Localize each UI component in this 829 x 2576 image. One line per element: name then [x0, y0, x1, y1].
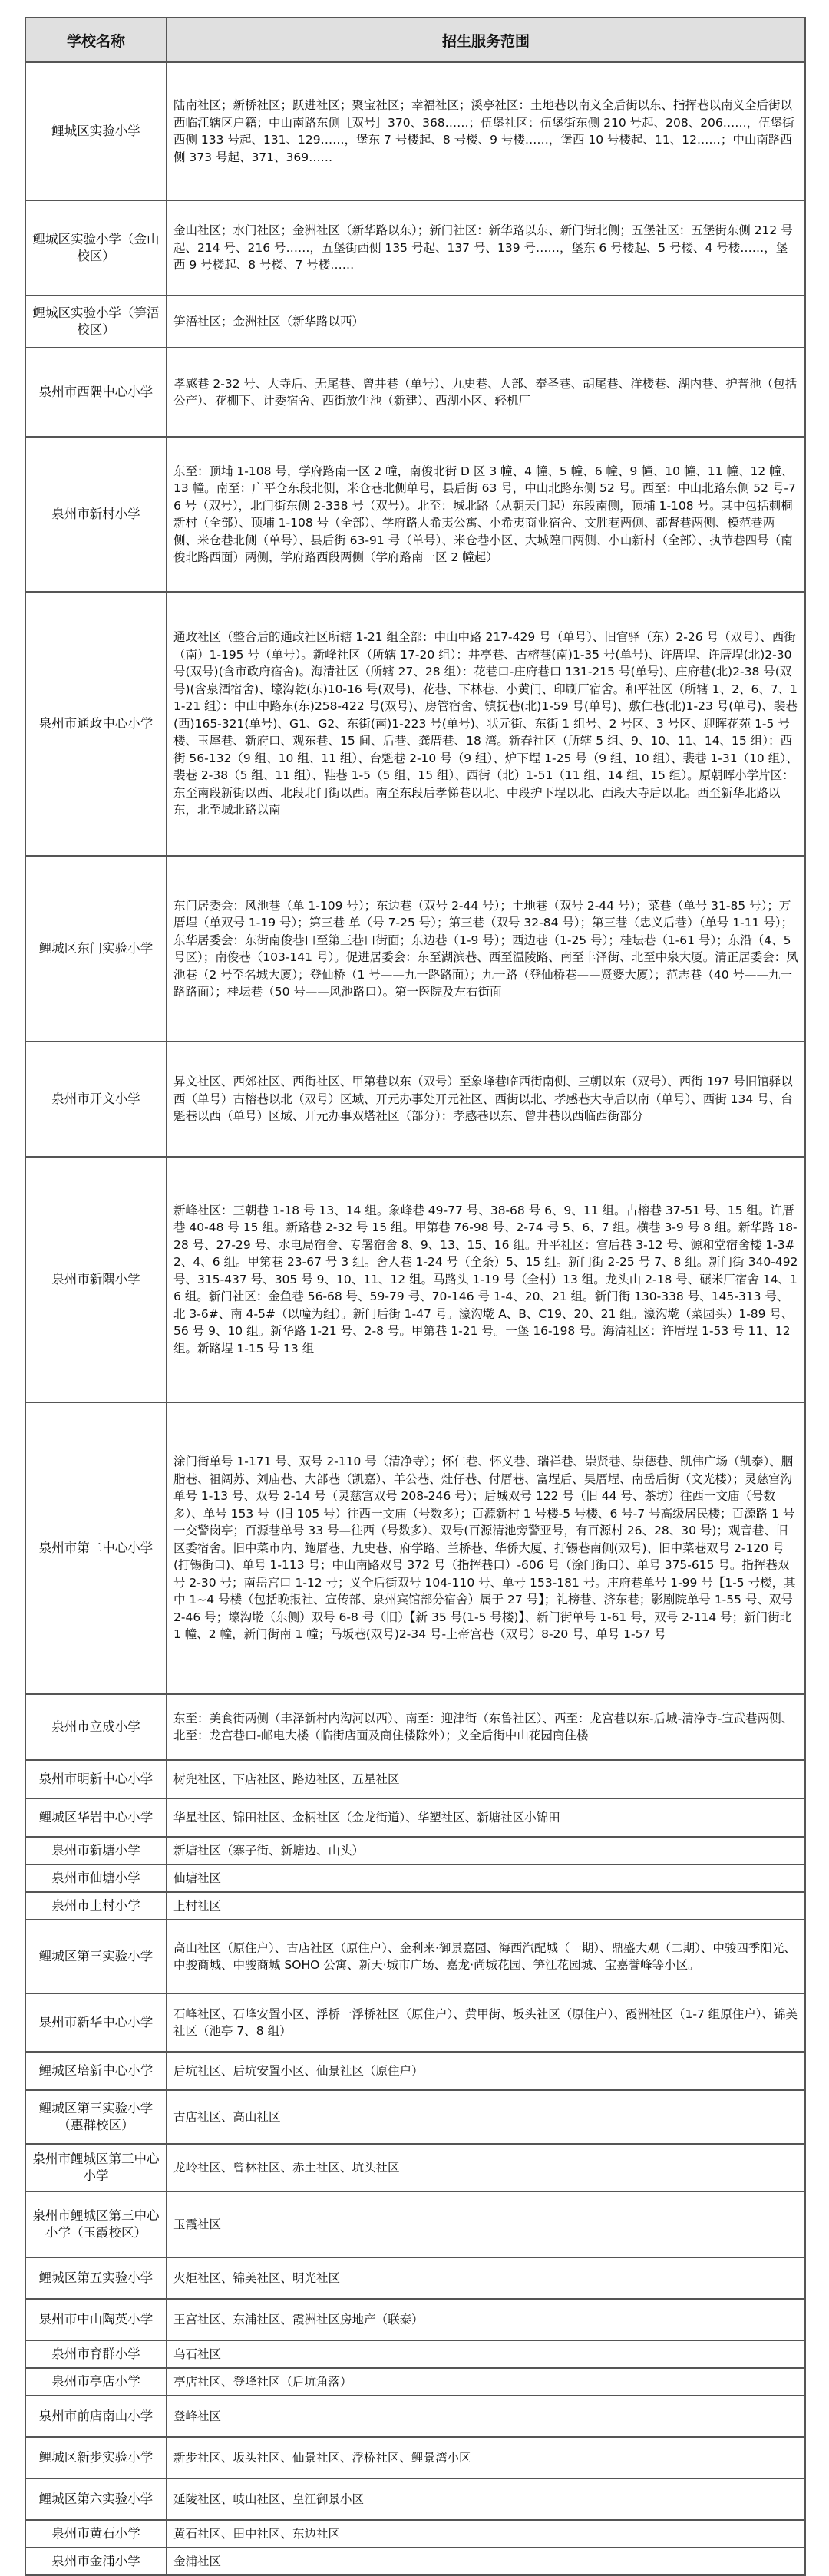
school-name-cell: 鲤城区培新中心小学 — [25, 2052, 167, 2090]
service-range-cell: 延陵社区、岐山社区、皇江御景小区 — [167, 2479, 805, 2520]
school-name-cell: 泉州市育群小学 — [25, 2340, 167, 2368]
school-name-cell: 鲤城区实验小学（笋浯校区） — [25, 296, 167, 348]
school-name-cell: 泉州市鲤城区第三中心小学 — [25, 2144, 167, 2191]
school-name-cell: 鲤城区实验小学 — [25, 62, 167, 200]
school-name-cell: 泉州市新隅小学 — [25, 1157, 167, 1402]
service-range-cell: 东至：顶埔 1-108 号，学府路南一区 2 幢，南俊北街 D 区 3 幢、4 幢、5 幢、6 幢、9 幢、10 幢、11 幢、12 幢、13 幢。南至：广平仓东段北侧，米仓巷北侧单号，县后街 63 号，中山北路东侧 52 号。西至：中山北路东侧 52 号-76 号（双号），北门街东侧 2-338 号（双号）。北至：城北路（从朝天门起）东段南侧，顶埔 1-108 号。其中包括刺桐新村（全部）、顶埔 1-108 号（全部）、学府路大希夷公寓、小希夷商业宿舍、文胜巷两侧、都督巷两侧、模范巷两侧、米仓巷北侧（单号）、县后街 63-91 号（单号）、米仓巷小区、大城隍口两侧、小山新村（全部）、执节巷四号（南俊北路西面）两侧，学府路西段两侧（学府路南一区 2 幢起） — [167, 437, 805, 592]
service-range-cell: 玉霞社区 — [167, 2191, 805, 2257]
table-row — [25, 348, 805, 437]
table-row — [25, 1798, 805, 1837]
service-range-cell: 仙塘社区 — [167, 1864, 805, 1892]
service-range-cell: 后坑社区、后坑安置小区、仙景社区（原住户） — [167, 2052, 805, 2090]
service-range-cell: 笋浯社区；金洲社区（新华路以西） — [167, 296, 805, 348]
school-name-cell: 泉州市亭店小学 — [25, 2368, 167, 2396]
service-range-cell: 金浦社区 — [167, 2548, 805, 2575]
table-row — [25, 2257, 805, 2299]
table-row — [25, 856, 805, 1042]
school-name-cell: 鲤城区第三实验小学（惠群校区） — [25, 2090, 167, 2144]
service-range-cell: 昇文社区、西郊社区、西街社区、甲第巷以东（双号）至象峰巷临西街南侧、三朝以东（双号）、西街 197 号旧馆驿以西（单号）古榕巷以北（双号）区域、开元办事处开元社区、西街以北、孝感巷大寺后以南（单号）、西街 134 号、台魁巷以西（单号）区域、开元办事双塔社区（部分）：孝感巷以东、曾井巷以西临西街部分 — [167, 1042, 805, 1157]
table-row — [25, 1892, 805, 1920]
service-range-cell: 黄石社区、田中社区、东边社区 — [167, 2520, 805, 2548]
table-row — [25, 2479, 805, 2520]
service-range-cell: 亭店社区、登峰社区（后坑角落） — [167, 2368, 805, 2396]
table-row — [25, 1837, 805, 1864]
service-range-cell: 高山社区（原住户）、古店社区（原住户）、金利来·御景嘉园、海西汽配城（一期）、鼎盛大观（二期）、中骏四季阳光、中骏商城、中骏商城 SOHO 公寓、新天·城市广场、嘉龙·尚城花园、笋江花园城、宝嘉誉峰等小区。 — [167, 1920, 805, 1993]
school-name-cell: 鲤城区华岩中心小学 — [25, 1798, 167, 1837]
service-range-cell: 树兜社区、下店社区、路边社区、五星社区 — [167, 1760, 805, 1798]
school-name-cell: 鲤城区东门实验小学 — [25, 856, 167, 1042]
service-range-cell: 孝感巷 2-32 号、大寺后、无尾巷、曾井巷（单号）、九史巷、大部、奉圣巷、胡尾巷、洋楼巷、湖内巷、护普池（包括公产）、花棚下、计委宿舍、西街放生池（新建）、西湖小区、轻机厂 — [167, 348, 805, 437]
service-range-cell: 龙岭社区、曾林社区、赤土社区、坑头社区 — [167, 2144, 805, 2191]
school-name-cell: 泉州市立成小学 — [25, 1694, 167, 1760]
service-range-cell: 新峰社区：三朝巷 1-18 号 13、14 组。象峰巷 49-77 号、38-68 号 6、9、11 组。古榕巷 37-51 号、15 组。许厝巷 40-48 号 15 组。新路巷 2-32 号 15 组。甲第巷 76-98 号、2-74 号 5、6、7 组。横巷 3-9 号 8 组。新华路 18-28 号、27-29 号、水电局宿舍、专署宿舍 8、9、13、15、16 组。升平社区：宫后巷 3-12 号、源和堂宿舍楼 1-3#2、4、6 组。甲第巷 23-67 号 3 组。舍人巷 1-24 号（全条）5、15 组。新门街 2-25 号 7、8 组。新门街 340-492 号、315-437 号、305 号 9、10、11、12 组。马路头 1-19 号（全村）13 组。龙头山 2-18 号、碾米厂宿舍 14、16 组。新门社区：金鱼巷 56-68 号、59-79 号、70-146 号 1-4、20、21 组。新门街 130-338 号、145-313 号、北 3-6#、南 4-5#（以幢为组）。新门后街 1-47 号。濠沟墘 A、B、C19、20、21 组。濠沟墘（菜园头）1-89 号、56 号 9、10 组。新华路 1-21 号、2-8 号。甲第巷 1-21 号。一堡 16-198 号。海清社区：许厝埕 1-53 号 11、12 组。新路埕 1-15 号 13 组 — [167, 1157, 805, 1402]
school-name-cell: 鲤城区第三实验小学 — [25, 1920, 167, 1993]
table-header-row — [25, 18, 805, 62]
table-row — [25, 2299, 805, 2340]
school-name-cell: 泉州市前店南山小学 — [25, 2396, 167, 2437]
table-row — [25, 2144, 805, 2191]
table-row — [25, 1993, 805, 2052]
table-row — [25, 1864, 805, 1892]
table-row — [25, 1920, 805, 1993]
service-range-cell: 东至：美食街两侧（丰泽新村内沟河以西）、南至：迎津街（东鲁社区）、西至：龙宫巷以东-后城-清净寺-宣武巷两侧、北至：龙宫巷口-邮电大楼（临街店面及商住楼除外）；义全后街中山花园商住楼 — [167, 1694, 805, 1760]
school-name-cell: 泉州市西隅中心小学 — [25, 348, 167, 437]
school-name-cell: 泉州市开文小学 — [25, 1042, 167, 1157]
table-row — [25, 1760, 805, 1798]
table-row — [25, 592, 805, 856]
service-range-cell: 新步社区、坂头社区、仙景社区、浮桥社区、鲤景湾小区 — [167, 2437, 805, 2479]
table-row — [25, 2191, 805, 2257]
table-row — [25, 1402, 805, 1694]
table-row — [25, 1042, 805, 1157]
service-range-cell: 陆南社区；新桥社区；跃进社区；聚宝社区；幸福社区；溪亭社区：土地巷以南义全后街以东、指挥巷以南义全后街以西临江辖区户籍；中山南路东侧［双号］370、368……；伍堡社区：伍堡街东侧 210 号起、208、206……，伍堡街西侧 133 号起、131、129……，堡东 7 号楼起、8 号楼、9 号楼……，堡西 10 号楼起、11、12……；中山南路西侧 373 号起、371、369…… — [167, 62, 805, 200]
service-range-cell: 上村社区 — [167, 1892, 805, 1920]
table-row — [25, 2340, 805, 2368]
service-range-cell: 古店社区、高山社区 — [167, 2090, 805, 2144]
school-name-cell: 鲤城区实验小学（金山校区） — [25, 200, 167, 296]
enrollment-table — [25, 17, 806, 2576]
service-range-cell: 乌石社区 — [167, 2340, 805, 2368]
service-range-cell: 东门居委会：风池巷（单 1-109 号）；东边巷（双号 2-44 号）；土地巷（双号 2-44 号）；菜巷（单号 31-85 号）；万厝埕（单双号 1-19 号）；第三巷 单（号 7-25 号）；第三巷（双号 32-84 号）；第三巷（忠义后巷）（单号 1-11 号）；东华居委会：东街南俊巷口至第三巷口街面；东边巷（1-9 号）；西边巷（1-25 号）；桂坛巷（1-61 号）；东沿（4、5 号区）；南俊巷（103-141 号）。促进居委会：东至湖滨巷、西至温陵路、南至丰泽街、北至中泉大厦。清正居委会：凤池巷（2 号至名城大厦）；登仙桥（1 号——九一路路面）；九一路（登仙桥巷——贤婆大厦）；范志巷（40 号——九一路路面）；桂坛巷（50 号——风池路口）。第一医院及左右街面 — [167, 856, 805, 1042]
table-row — [25, 1694, 805, 1760]
school-name-cell: 鲤城区第六实验小学 — [25, 2479, 167, 2520]
school-name-cell: 泉州市上村小学 — [25, 1892, 167, 1920]
table-row — [25, 200, 805, 296]
table-row — [25, 2396, 805, 2437]
table-row — [25, 2437, 805, 2479]
school-name-header: 学校名称 — [25, 18, 167, 62]
school-name-cell: 泉州市新塘小学 — [25, 1837, 167, 1864]
table-row — [25, 2052, 805, 2090]
service-range-cell: 登峰社区 — [167, 2396, 805, 2437]
school-name-cell: 泉州市明新中心小学 — [25, 1760, 167, 1798]
table-row — [25, 2548, 805, 2575]
service-range-header: 招生服务范围 — [167, 18, 805, 62]
service-range-cell: 石峰社区、石峰安置小区、浮桥一浮桥社区（原住户）、黄甲街、坂头社区（原住户）、霞洲社区（1-7 组原住户）、锦美社区（池亭 7、8 组） — [167, 1993, 805, 2052]
school-name-cell: 鲤城区新步实验小学 — [25, 2437, 167, 2479]
school-name-cell: 泉州市仙塘小学 — [25, 1864, 167, 1892]
table-row — [25, 2368, 805, 2396]
table-row — [25, 437, 805, 592]
school-name-cell: 泉州市新村小学 — [25, 437, 167, 592]
service-range-cell: 通政社区（整合后的通政社区所辖 1-21 组全部：中山中路 217-429 号（单号）、旧官驿（东）2-26 号（双号）、西街（南）1-195 号（单号）。新峰社区（所辖 17-20 组）：井亭巷、古榕巷(南)1-35 号(单号)、许厝埕、许厝埕(北)2-30 号(双号)(含市政府宿舍)。海清社区（所辖 27、28 组）：花巷口-庄府巷口 131-215 号(单号)、庄府巷(北)2-38 号(双号)(含泉酒宿舍)、壕沟乾(东)10-16 号(双号)、花巷、下林巷、小黄门、印刷厂宿舍。和平社区（所辖 1、2、6、7、11-21 组）：中山中路东(东)258-422 号(双号)、房管宿舍、镇抚巷(北)1-59 号(单号)、敷仁巷(北)1-23 号(单号)、裴巷(西)165-321(单号)、G1、G2、东街(南)1-223 号(单号)、状元街、东街 1 组号、2 号区、3 号区、迎晖花苑 1-5 号楼、玉犀巷、新府口、观东巷、15 间、后巷、龚厝巷、18 湾。新春社区（所辖 5 组、9、10、11、14、15 组）：西街 56-132（9 组、10 组、11 组）、台魁巷 2-10 号（9 组）、炉下埕 1-25 号（9 组、10 组）、裴巷 1-31（10 组）、裴巷 2-38（5 组、11 组）、鞋巷 1-5（5 组、15 组）、西街（北）1-51（11 组、14 组、15 组）。原朝晖小学片区：东至南段新街以西、北段北门街以西。南至东段后孝悌巷以北、中段护下埕以北、西段大寺后以北。西至新华北路以东，北至城北路以南 — [167, 592, 805, 856]
school-name-cell: 泉州市鲤城区第三中心小学（玉霞校区） — [25, 2191, 167, 2257]
table-row — [25, 2090, 805, 2144]
service-range-cell: 火炬社区、锦美社区、明光社区 — [167, 2257, 805, 2299]
school-name-cell: 泉州市新华中心小学 — [25, 1993, 167, 2052]
school-name-cell: 泉州市金浦小学 — [25, 2548, 167, 2575]
school-name-cell: 泉州市通政中心小学 — [25, 592, 167, 856]
table-row — [25, 296, 805, 348]
school-name-cell: 泉州市中山陶英小学 — [25, 2299, 167, 2340]
table-row — [25, 2520, 805, 2548]
service-range-cell: 涂门街单号 1-171 号、双号 2-110 号（清净寺）；怀仁巷、怀义巷、瑞祥巷、崇贤巷、崇德巷、凯伟广场（凯泰）、胭脂巷、祖阔苏、刘庙巷、大部巷（凯嘉）、羊公巷、灶仔巷、付厝巷、富埕后、吴厝埕、南岳后街（文光楼）；灵慈宫沟单号 1-13 号、双号 2-14 号（灵慈宫双号 208-246 号）；后城双号 122 号（旧 44 号、茶坊）往西一文庙（号数多）、单号 153 号（旧 105 号）往西一文庙（号数多）；百源新村 1 号楼-5 号楼、6 号-7 号高级居民楼；百源路 1 号一交警岗亭；百源巷单号 33 号—往西（号数多）、双号(百源清池旁警亚号，有百源村 26、28、30 号)；观音巷、旧区委宿舍。旧中菜市内、鲍厝巷、九史巷、府学路、兰桥巷、华侨大厦、打锡巷南侧(双号)、旧中菜巷双号 2-120 号(打锡街口)、单号 1-113 号；中山南路双号 372 号（指挥巷口）-606 号（涂门街口）、单号 375-615 号。指挥巷双号 2-30 号；南岳宫口 1-12 号；义全后街双号 104-110 号、单号 153-181 号。庄府巷单号 1-99 号【1-5 号楼，其中 1~4 号楼（包括晚报社、宣传部、泉州宾馆部分宿舍）属于 27 号】；礼榜巷、济东巷；影剧院单号 1-55 号、双号 2-46 号；壕沟墘（东侧）双号 6-8 号（旧）【新 35 号(1-5 号楼)】、新门街单号 1-61 号，双号 2-114 号；新门街北 1 幢、2 幢，新门街南 1 幢；马坂巷(双号)2-34 号-上帝宫巷（双号）8-20 号、单号 1-57 号 — [167, 1402, 805, 1694]
service-range-cell: 华星社区、锦田社区、金柄社区（金龙街道）、华塑社区、新塘社区小锦田 — [167, 1798, 805, 1837]
service-range-cell: 新塘社区（寨子街、新塘边、山头） — [167, 1837, 805, 1864]
school-name-cell: 鲤城区第五实验小学 — [25, 2257, 167, 2299]
table-row — [25, 62, 805, 200]
school-name-cell: 泉州市第二中心小学 — [25, 1402, 167, 1694]
page — [25, 17, 804, 2576]
table-row — [25, 1157, 805, 1402]
school-name-cell: 泉州市黄石小学 — [25, 2520, 167, 2548]
service-range-cell: 金山社区；水门社区；金洲社区（新华路以东）；新门社区：新华路以东、新门街北侧；五堡社区：五堡街东侧 212 号起、214 号、216 号……，五堡街西侧 135 号起、137 号、139 号……，堡东 6 号楼起、5 号楼、4 号楼……，堡西 9 号楼起、8 号楼、7 号楼…… — [167, 200, 805, 296]
service-range-cell: 王宫社区、东浦社区、霞洲社区房地产（联泰） — [167, 2299, 805, 2340]
